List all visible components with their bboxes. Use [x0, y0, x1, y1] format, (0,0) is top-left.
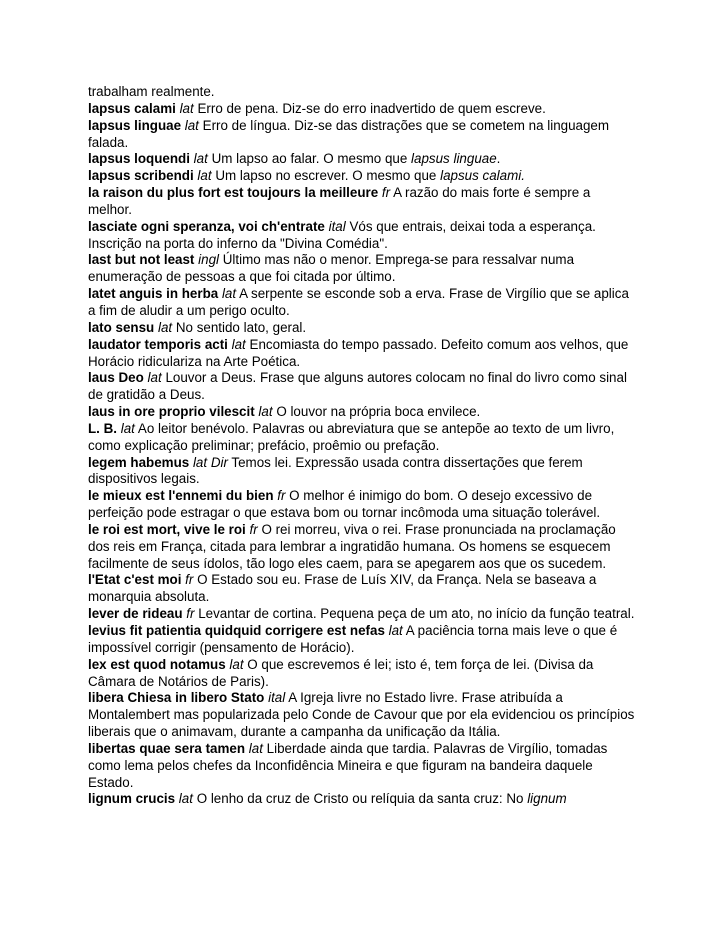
entry-term: lex est quod notamus: [88, 656, 226, 672]
entry-definition: Louvor a Deus. Frase que alguns autores colocam no final do livro como sinal de gratidão a Deus.: [88, 370, 627, 403]
entry-term: last but not least: [88, 252, 195, 268]
continuation-text: trabalham realmente.: [88, 84, 215, 99]
entry-term: lapsus scribendi: [88, 168, 194, 184]
entry-term: la raison du plus fort est toujours la meilleure: [88, 185, 379, 201]
entry-definition: A serpente se esconde sob a erva. Frase de Virgílio que se aplica a fim de aludir a um perigo oculto.: [88, 286, 629, 318]
entry-definition: O melhor é inimigo do bom. O desejo excessivo de perfeição pode estragar o que estava bom ou tornar incômoda uma situação tolerável.: [88, 488, 601, 521]
entry-language: lat: [231, 336, 246, 352]
entry-definition: O louvor na própria boca envilece.: [276, 404, 481, 420]
entry-reference: lapsus calami.: [440, 168, 525, 184]
entry-language: lat: [179, 100, 194, 116]
entry-term: libertas quae sera tamen: [88, 740, 246, 756]
glossary-entry: [88, 320, 636, 337]
glossary-entry: [88, 690, 636, 741]
entry-term: lapsus loquendi: [88, 151, 190, 167]
glossary-entry: [88, 572, 636, 606]
glossary-entry: [88, 455, 636, 489]
entry-list: [88, 101, 636, 808]
entry-term: lato sensu: [88, 319, 155, 335]
entry-definition: Erro de língua. Diz-se das distrações que se cometem na linguagem falada.: [88, 117, 610, 150]
entry-language: lat: [184, 117, 199, 133]
entry-definition: O Estado sou eu. Frase de Luís XIV, da França. Nela se baseava a monarquia absoluta.: [88, 572, 597, 605]
entry-language: ital: [328, 218, 346, 234]
glossary-entry: [88, 791, 636, 808]
glossary-entry: [88, 623, 636, 657]
entry-term: legem habemus: [88, 454, 190, 470]
entry-term: le mieux est l'ennemi du bien: [88, 488, 274, 504]
entry-term: lasciate ogni speranza, voi ch'entrate: [88, 218, 325, 234]
glossary-entry: [88, 101, 636, 118]
glossary-entry: [88, 421, 636, 455]
entry-definition: Um lapso ao falar. O mesmo que: [211, 151, 408, 167]
entry-tail: .: [496, 151, 501, 167]
entry-term: libera Chiesa in libero Stato: [88, 690, 265, 706]
entry-term: latet anguis in herba: [88, 286, 219, 302]
entry-definition: A razão do mais forte é sempre a melhor.: [88, 185, 591, 217]
glossary-entry: [88, 606, 636, 623]
entry-term: lapsus linguae: [88, 117, 182, 133]
entry-language: lat: [147, 370, 162, 386]
entry-term: l'Etat c'est moi: [88, 572, 182, 588]
entry-language: fr: [277, 488, 286, 504]
entry-term: lignum crucis: [88, 791, 176, 807]
entry-language: lat: [157, 319, 173, 335]
entry-definition: O rei morreu, viva o rei. Frase pronunciada na proclamação dos reis em França, citada para lembrar a ingratidão humana. Os homens se esquecem facilmente de seus ídolos, tão logo eles caem, para se apegarem aos que os sucedem.: [88, 521, 616, 571]
glossary-entry: [88, 118, 636, 152]
entry-language: lat: [248, 740, 263, 756]
entry-definition: Liberdade ainda que tardia. Palavras de Virgílio, tomadas como lema pelos chefes da Inconfidência Mineira e que figuram na bandeira daquele Estado.: [88, 740, 608, 790]
entry-reference: lapsus linguae: [411, 151, 497, 167]
glossary-entry: [88, 657, 636, 691]
entry-definition: Levantar de cortina. Pequena peça de um ato, no início da função teatral.: [198, 606, 635, 622]
entry-language: lat: [178, 791, 193, 807]
entry-term: laudator temporis acti: [88, 336, 228, 352]
glossary-entry: [88, 337, 636, 371]
entry-term: le roi est mort, vive le roi: [88, 521, 246, 537]
entry-language: lat Dir: [192, 454, 228, 470]
glossary-entry: [88, 404, 636, 421]
entry-language: lat: [193, 151, 208, 167]
entry-term: lever de rideau: [88, 606, 183, 622]
glossary-entry: [88, 185, 636, 219]
entry-definition: Temos lei. Expressão usada contra dissertações que ferem dispositivos legais.: [88, 454, 583, 487]
entry-term: levius fit patientia quidquid corrigere est nefas: [88, 623, 385, 638]
glossary-entry: [88, 219, 636, 253]
entry-language: lat: [388, 623, 403, 638]
entry-language: lat: [221, 286, 237, 302]
entry-language: lat: [229, 656, 244, 672]
entry-term: lapsus calami: [88, 100, 176, 116]
entry-language: fr: [185, 572, 194, 588]
entry-language: lat: [120, 420, 135, 436]
entry-language: ingl: [198, 252, 219, 268]
entry-definition: Um lapso no escrever. O mesmo que: [215, 168, 437, 184]
entry-definition: A paciência torna mais leve o que é impossível corrigir (pensamento de Horácio).: [88, 623, 618, 655]
glossary-entry: [88, 488, 636, 522]
entry-term: L. B.: [88, 420, 118, 436]
entry-definition: Encomiasta do tempo passado. Defeito comum aos velhos, que Horácio ridiculariza na Arte Poética.: [88, 336, 629, 369]
entry-definition: O lenho da cruz de Cristo ou relíquia da santa cruz: No: [196, 791, 524, 807]
entry-definition: No sentido lato, geral.: [175, 319, 307, 335]
entry-term: laus Deo: [88, 370, 144, 386]
glossary-entry: [88, 370, 636, 404]
entry-term: laus in ore proprio vilescit: [88, 404, 255, 420]
entry-language: lat: [258, 404, 273, 420]
entry-definition: Erro de pena. Diz-se do erro inadvertido de quem escreve.: [197, 100, 546, 116]
glossary-entry: [88, 151, 636, 168]
entry-language: fr: [249, 521, 258, 537]
entry-language: fr: [186, 606, 195, 622]
glossary-entry: [88, 286, 636, 320]
glossary-entry: [88, 168, 636, 185]
entry-definition: O que escrevemos é lei; isto é, tem força de lei. (Divisa da Câmara de Notários de Paris).: [88, 656, 594, 689]
glossary-text: [88, 84, 636, 808]
entry-language: fr: [381, 185, 391, 201]
entry-language: lat: [197, 168, 212, 184]
entry-definition: A Igreja livre no Estado livre. Frase atribuída a Montalembert mas popularizada pelo Conde de Cavour que por ela evidenciou os princípios liberais que o animavam, durante a campanha da unificação da Itália.: [88, 690, 635, 740]
entry-definition: Último mas não o menor. Emprega-se para ressalvar numa enumeração de pessoas a que foi citada por último.: [88, 252, 575, 285]
entry-definition: Ao leitor benévolo. Palavras ou abreviatura que se antepõe ao texto de um livro, como explicação preliminar; prefácio, proêmio ou prefação.: [88, 420, 615, 453]
glossary-entry: [88, 741, 636, 792]
entry-definition: Vós que entrais, deixai toda a esperança. Inscrição na porta do inferno da "Divina Comédia".: [88, 218, 596, 251]
glossary-entry: [88, 252, 636, 286]
entry-reference: lignum: [527, 791, 567, 807]
entry-language: ital: [268, 690, 286, 706]
glossary-entry: [88, 522, 636, 573]
